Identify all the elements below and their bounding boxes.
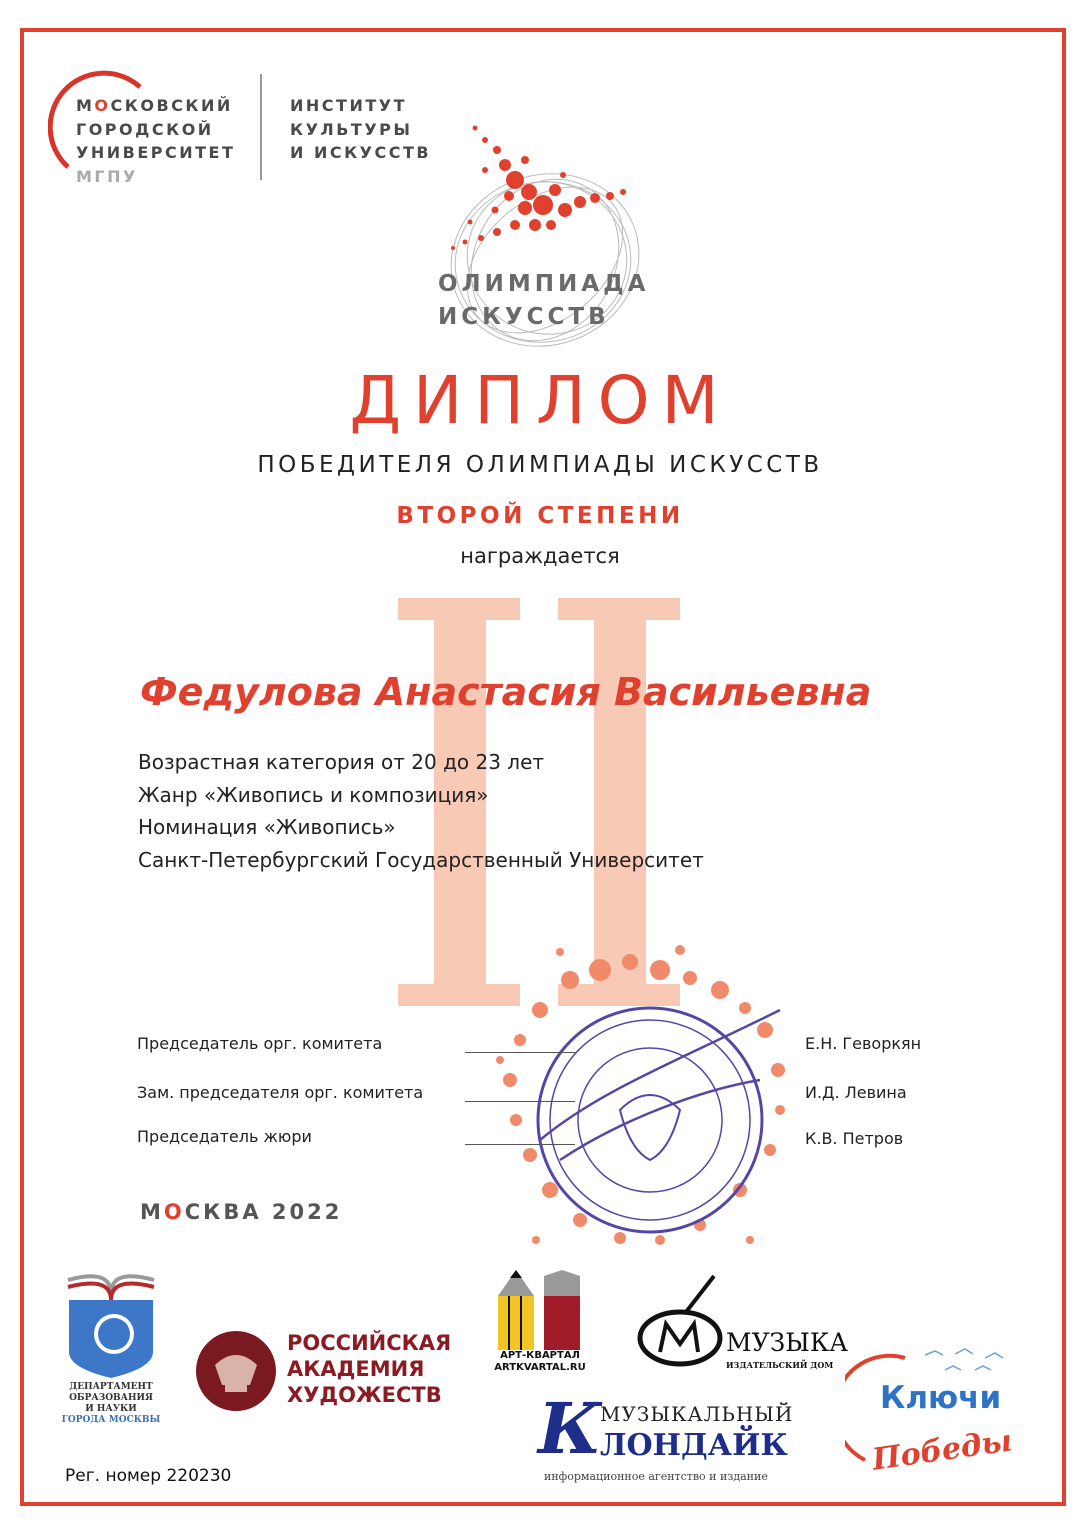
rah-line-3: ХУДОЖЕСТВ <box>287 1383 442 1407</box>
header-divider <box>260 74 262 180</box>
art-kvartal-text <box>492 1350 588 1374</box>
institute-line-2: КУЛЬТУРЫ <box>290 119 413 139</box>
institute-line-1: ИНСТИТУТ <box>290 96 407 115</box>
institution: Санкт-Петербургский Государственный Университет <box>138 847 704 872</box>
signature-name-2: И.Д. Левина <box>805 1083 907 1102</box>
signature-role-2: Зам. председателя орг. комитета <box>137 1083 424 1102</box>
klondike-initial: К <box>538 1387 602 1470</box>
signature-name-3: К.В. Петров <box>805 1129 904 1148</box>
signature-role-1: Председатель орг. комитета <box>137 1034 383 1053</box>
signature-role-3: Председатель жюри <box>137 1127 312 1146</box>
klondike-subtitle: информационное агентство и издание <box>544 1470 768 1483</box>
university-logo-text <box>76 94 235 188</box>
official-stamp-icon <box>480 940 810 1270</box>
recipient-name: Федулова Анастасия Васильевна <box>140 670 872 714</box>
city-letter-m: М <box>140 1200 164 1224</box>
art-kvartal-url: ARTKVARTAL.RU <box>494 1362 586 1373</box>
dep-line-1: ДЕПАРТАМЕНТ <box>69 1382 153 1392</box>
art-kvartal-logo-icon <box>492 1266 588 1350</box>
education-department-emblem-icon <box>66 1272 156 1380</box>
klondike-top: МУЗЫКАЛЬНЫЙ <box>600 1402 794 1426</box>
diploma-degree: ВТОРОЙ СТЕПЕНИ <box>396 503 684 529</box>
award-details <box>138 746 704 876</box>
registration-number: Рег. номер 220230 <box>65 1466 232 1486</box>
signature-line-2 <box>465 1101 575 1102</box>
rah-line-1: РОССИЙСКАЯ <box>287 1331 452 1355</box>
olympiad-title <box>438 268 649 334</box>
university-abbr: МГПУ <box>76 166 138 186</box>
olympiad-line-2: ИСКУССТВ <box>438 304 610 330</box>
awarded-label: награждается <box>460 544 620 568</box>
university-line-3: УНИВЕРСИТЕТ <box>76 143 236 162</box>
art-kvartal-name: АРТ-КВАРТАЛ <box>500 1350 580 1361</box>
genre: Жанр «Живопись и композиция» <box>138 782 489 807</box>
klondike-main: ЛОНДАЙК <box>600 1428 788 1463</box>
dep-city: ГОРОДА МОСКВЫ <box>61 1415 161 1425</box>
rah-line-2: АКАДЕМИЯ <box>287 1357 425 1381</box>
dep-line-2: ОБРАЗОВАНИЯ <box>69 1393 153 1403</box>
keys-of-victory-word-2: Победы <box>870 1423 1015 1478</box>
muzyka-title: МУЗЫКА <box>726 1328 849 1357</box>
muzyka-logo-icon <box>636 1272 724 1370</box>
signature-line-3 <box>465 1144 575 1145</box>
muzyka-subtitle: ИЗДАТЕЛЬСКИЙ ДОМ <box>726 1360 834 1370</box>
signature-name-1: Е.Н. Геворкян <box>805 1034 922 1053</box>
city-letter-o: О <box>163 1200 185 1224</box>
university-line-2: ГОРОДСКОЙ <box>76 119 214 139</box>
signature-line-1 <box>465 1052 575 1053</box>
age-category: Возрастная категория от 20 до 23 лет <box>138 750 545 774</box>
city-rest: СКВА <box>184 1200 262 1224</box>
keys-of-victory-word-1: Ключи <box>880 1380 1002 1416</box>
diploma-title: ДИПЛОМ <box>349 362 731 439</box>
city-year <box>140 1200 342 1224</box>
education-department-text <box>56 1382 166 1426</box>
dep-line-3: И НАУКИ <box>85 1404 137 1414</box>
nomination: Номинация «Живопись» <box>138 815 396 839</box>
institute-logo-text <box>290 94 431 165</box>
olympiad-line-1: ОЛИМПИАДА <box>438 271 650 297</box>
year: 2022 <box>271 1200 343 1224</box>
academy-of-arts-emblem-icon <box>195 1330 277 1412</box>
institute-line-3: И ИСКУССТВ <box>290 143 432 162</box>
diploma-subtitle: ПОБЕДИТЕЛЯ ОЛИМПИАДЫ ИСКУССТВ <box>257 452 823 478</box>
university-line-1: МОСКОВСКИЙ <box>76 96 233 115</box>
academy-of-arts-text <box>287 1330 451 1408</box>
